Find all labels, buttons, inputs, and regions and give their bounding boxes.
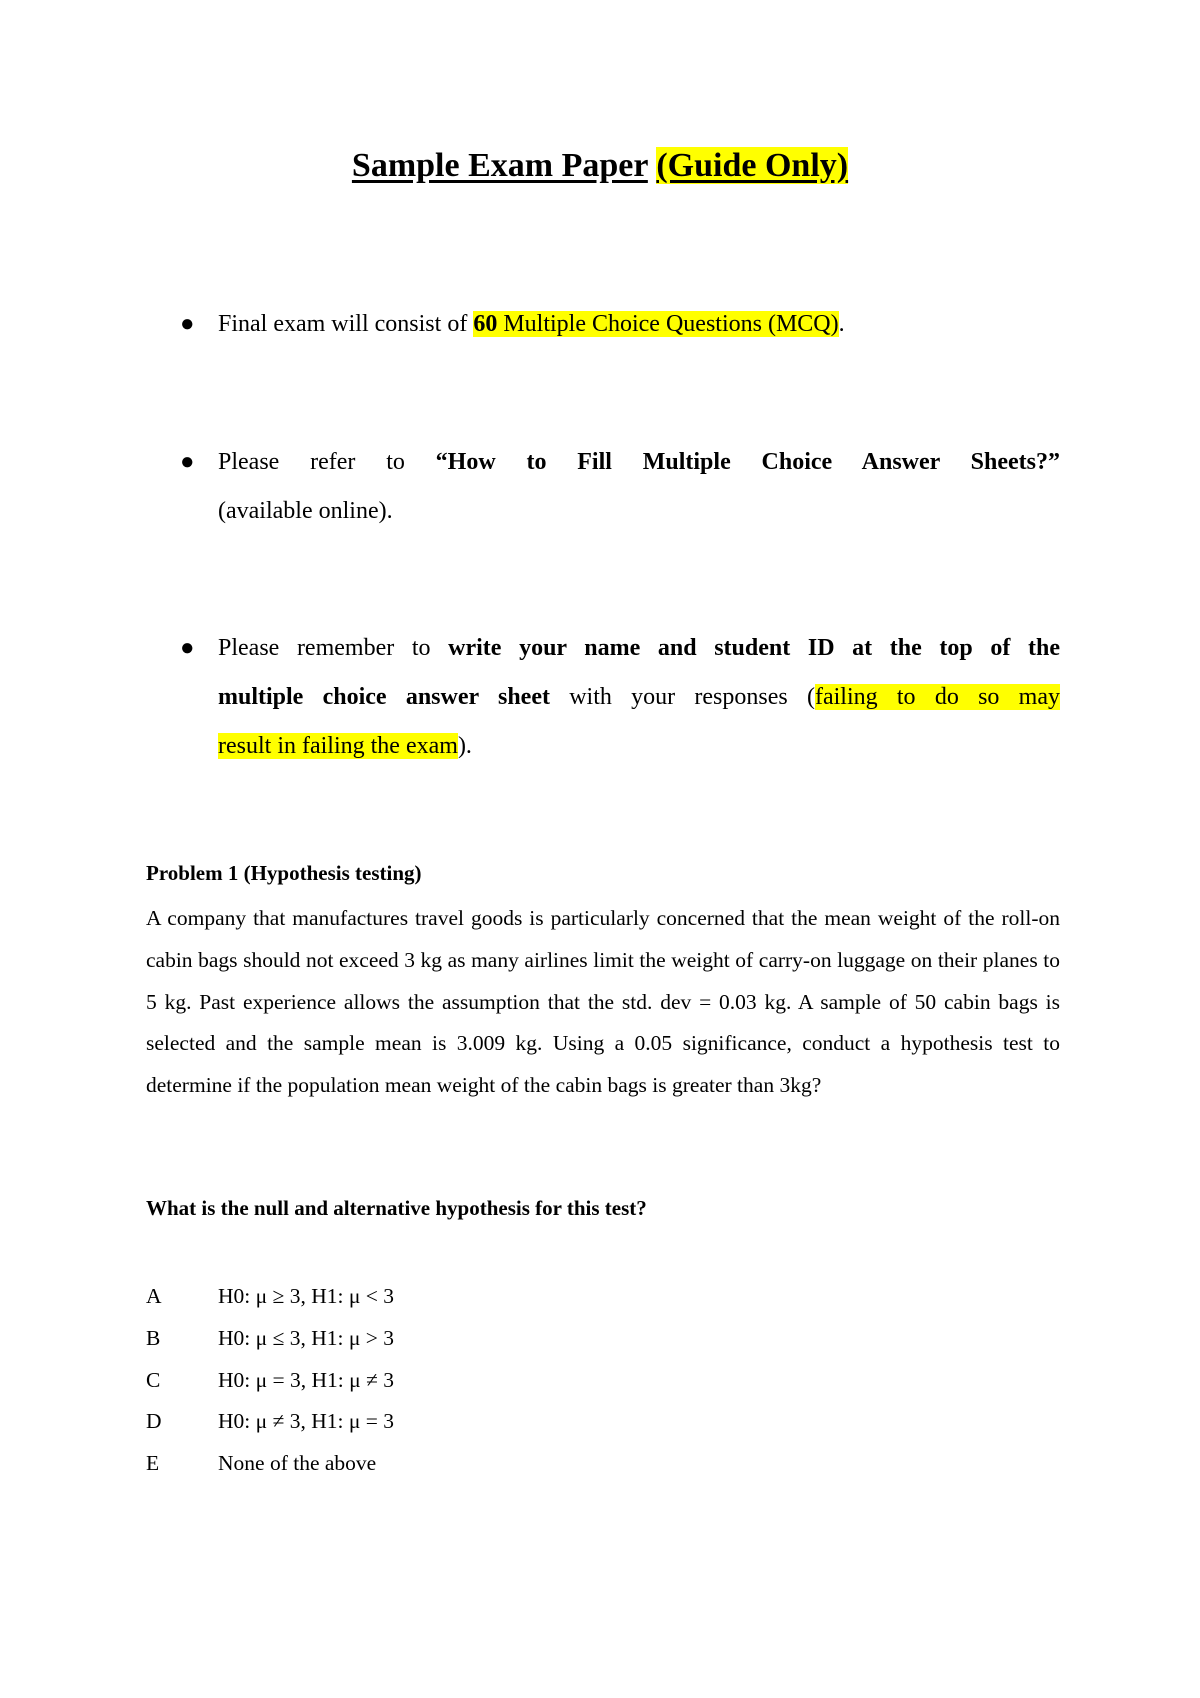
page-title <box>0 145 1200 187</box>
option-letter: B <box>146 1325 161 1350</box>
problem-body: A company that manufactures travel goods is particularly concerned that the mean weight of the roll-on cabin bags should not exceed 3 kg as many airlines limit the weight of carry-on luggage on their planes to 5 kg. Past experience allows the assumption that the std. dev = 0.03 kg. A sample of 50 cabin bags is selected and the sample mean is 3.009 kg. Using a 0.05 significance, conduct a hypothesis test to determine if the population mean weight of the cabin bags is greater than 3kg? <box>146 906 1060 1098</box>
bullet-1-highlight <box>473 311 838 337</box>
option-letter: D <box>146 1409 162 1434</box>
option-e <box>146 1443 394 1485</box>
bullet-3-mid: with your responses ( <box>549 684 815 710</box>
bullet-3-bold-2: multiple choice answer sheet <box>218 684 550 710</box>
bullet-2-line-2: (available online). <box>218 498 393 524</box>
problem-heading: Problem 1 (Hypothesis testing) <box>146 861 422 885</box>
bullet-1-mcq: Multiple Choice Questions (MCQ) <box>497 311 839 337</box>
bullet-1-text <box>218 300 1060 349</box>
option-b <box>146 1318 394 1360</box>
bullet-3-post: ). <box>457 733 472 759</box>
bullet-3-line-3 <box>218 722 1060 771</box>
option-letter: E <box>146 1451 160 1476</box>
option-letter: A <box>146 1284 162 1308</box>
bullet-1-post: . <box>838 311 845 337</box>
bullet-3-text <box>218 624 1060 771</box>
option-d <box>146 1401 394 1443</box>
option-letter: C <box>146 1367 161 1392</box>
bullet-3-line-1 <box>218 624 1060 673</box>
bullet-3-bold-1: write your name and student ID at the top of the <box>448 635 1060 661</box>
bullet-icon: ● <box>180 311 195 337</box>
bullet-icon: ● <box>180 449 195 475</box>
bullet-1-pre: Final exam will consist of <box>218 311 474 337</box>
bullet-1-count: 60 <box>473 311 498 337</box>
option-text: H0: μ ≤ 3, H1: μ > 3 <box>218 1325 394 1350</box>
bullet-2-text <box>218 438 1060 536</box>
bullet-2-line-1 <box>218 438 1060 487</box>
bullet-3-pre: Please remember to <box>218 635 449 661</box>
bullet-icon: ● <box>180 635 195 661</box>
question-text: What is the null and alternative hypothesis for this test? <box>146 1196 647 1220</box>
option-text: H0: μ ≥ 3, H1: μ < 3 <box>218 1284 394 1308</box>
bullet-3-line-2 <box>218 673 1060 722</box>
bullet-3-highlight-1: failing to do so may <box>814 684 1061 710</box>
bullet-2-bold: “How to Fill Multiple Choice Answer Sheets?” <box>435 449 1060 475</box>
bullet-2-pre: Please refer to <box>218 449 436 475</box>
title-highlight: (Guide Only) <box>656 147 849 184</box>
option-a <box>146 1276 394 1318</box>
answer-options <box>146 1276 394 1485</box>
option-text: H0: μ = 3, H1: μ ≠ 3 <box>218 1367 394 1392</box>
title-main: Sample Exam Paper <box>351 147 648 184</box>
option-text: None of the above <box>218 1451 377 1476</box>
option-text: H0: μ ≠ 3, H1: μ = 3 <box>218 1409 394 1434</box>
option-c <box>146 1360 394 1402</box>
bullet-3-highlight-2: result in failing the exam <box>218 733 458 759</box>
